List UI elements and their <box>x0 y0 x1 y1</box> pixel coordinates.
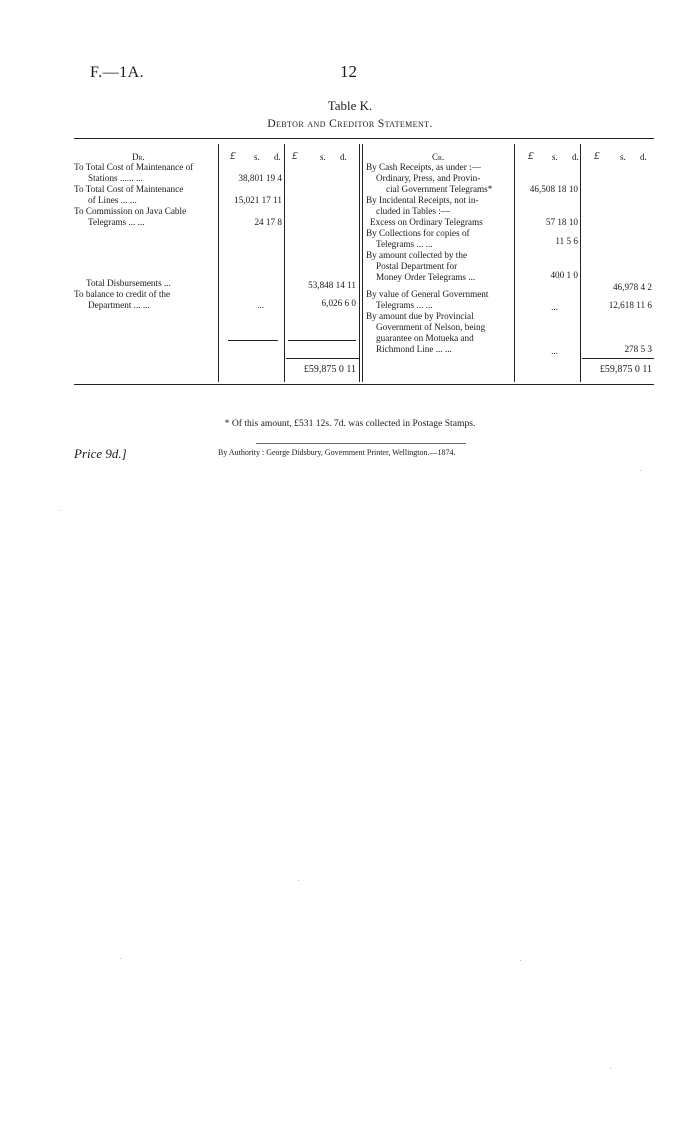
credit-row-total: 46,978 4 2 <box>612 282 652 292</box>
credit-row-label: guarantee on Motueka and <box>376 333 474 343</box>
currency-pound: £ <box>594 150 600 162</box>
credit-row-label: cluded in Tables :— <box>376 206 450 216</box>
column-divider <box>284 144 285 382</box>
balance-amount: 6,026 6 0 <box>321 298 356 308</box>
credit-row-label: By amount due by Provincial <box>366 311 474 321</box>
table-top-rule <box>74 138 654 139</box>
debit-row-label: To Total Cost of Maintenance of <box>74 162 194 172</box>
credit-row-detail: ... <box>551 302 558 312</box>
center-divider <box>362 144 363 382</box>
debit-row-label: Stations ...... ... <box>88 173 143 183</box>
currency-shilling: s. <box>552 152 558 162</box>
debit-row-amount: 24 17 8 <box>254 217 282 227</box>
debit-row-amount: 38,801 19 4 <box>238 173 282 183</box>
scan-speckle <box>640 470 641 471</box>
credit-row-label: By Incidental Receipts, not in- <box>366 195 479 205</box>
scan-speckle <box>120 958 121 959</box>
currency-pence: d. <box>340 152 347 162</box>
subtotal-rule <box>228 340 278 341</box>
total-disbursements-amount: 53,848 14 11 <box>308 280 356 290</box>
currency-shilling: s. <box>320 152 326 162</box>
credit-row-label: Ordinary, Press, and Provin- <box>376 173 481 183</box>
center-divider <box>359 144 360 382</box>
currency-shilling: s. <box>620 152 626 162</box>
credit-row-detail: 11 5 6 <box>555 236 578 246</box>
debit-row-label: of Lines ... ... <box>88 195 137 205</box>
price: Price 9d.] <box>74 446 127 461</box>
credit-row-label: Money Order Telegrams ... <box>376 272 476 282</box>
scan-speckle <box>60 510 61 511</box>
currency-pound: £ <box>230 150 236 162</box>
footnote: * Of this amount, £531 12s. 7d. was collected in Postage Stamps. <box>224 418 476 429</box>
table-bottom-rule <box>74 384 654 385</box>
credit-row-label: Telegrams ... ... <box>376 239 433 249</box>
credit-row-label: By amount collected by the <box>366 250 468 260</box>
credit-row-label: cial Government Telegrams* <box>386 184 493 194</box>
table-subtitle: Debtor and Creditor Statement. <box>267 118 433 130</box>
credit-row-total: 12,618 11 6 <box>608 300 652 310</box>
total-rule <box>286 358 359 359</box>
currency-pence: d. <box>572 152 579 162</box>
credit-row-label: By Cash Receipts, as under :— <box>366 162 481 172</box>
debit-row-label: Telegrams ... ... <box>88 217 145 227</box>
credit-row-label: Government of Nelson, being <box>376 322 486 332</box>
currency-shilling: s. <box>254 152 260 162</box>
credit-row-label: Postal Department for <box>376 261 458 271</box>
page-number: 12 <box>340 62 357 81</box>
credit-row-label: By Collections for copies of <box>366 228 470 238</box>
debit-row-label: To Total Cost of Maintenance <box>74 184 184 194</box>
currency-pence: d. <box>274 152 281 162</box>
table-title: Table K. <box>327 98 373 113</box>
balance-label: Department ... ... <box>88 300 150 310</box>
balance-detail: ... <box>257 300 264 310</box>
currency-pound: £ <box>528 150 534 162</box>
debit-header: Dr. <box>132 152 145 162</box>
authority-rule <box>256 443 466 444</box>
credit-row-label: Telegrams ... ... <box>376 300 433 310</box>
page-code: F.—1A. <box>90 64 145 81</box>
credit-row-detail: 57 18 10 <box>545 217 578 227</box>
credit-row-detail: 46,508 18 10 <box>529 184 578 194</box>
credit-row-total: 278 5 3 <box>624 344 652 354</box>
debit-row-amount: 15,021 17 11 <box>234 195 282 205</box>
total-disbursements-label: Total Disbursements ... <box>86 278 171 288</box>
total-rule <box>582 358 654 359</box>
credit-row-label: By value of General Government <box>366 289 489 299</box>
currency-pence: d. <box>640 152 647 162</box>
currency-pound: £ <box>292 150 298 162</box>
debit-row-label: To Commission on Java Cable <box>74 206 187 216</box>
scan-speckle <box>610 1068 611 1069</box>
credit-grand-total: £59,875 0 11 <box>599 364 652 375</box>
credit-header: Cr. <box>432 152 445 162</box>
scan-speckle <box>520 960 521 961</box>
scan-speckle <box>298 880 299 881</box>
credit-row-label: Excess on Ordinary Telegrams <box>370 217 483 227</box>
debit-grand-total: £59,875 0 11 <box>303 364 356 375</box>
balance-label: To balance to credit of the <box>74 289 171 299</box>
credit-row-detail: ... <box>551 346 558 356</box>
credit-row-detail: 400 1 0 <box>550 270 578 280</box>
subtotal-rule <box>288 340 356 341</box>
credit-row-label: Richmond Line ... ... <box>376 344 452 354</box>
authority-imprint: By Authority : George Didsbury, Government Printer, Wellington.—1874. <box>218 448 456 457</box>
